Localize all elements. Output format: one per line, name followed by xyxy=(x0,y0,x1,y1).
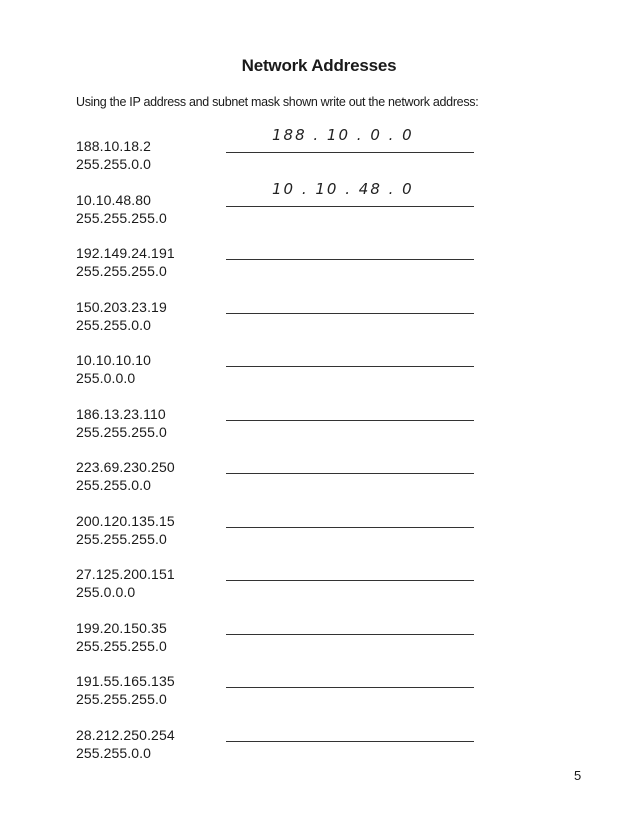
subnet-mask: 255.255.0.0 xyxy=(76,156,152,172)
answer-line[interactable] xyxy=(226,259,474,260)
list-item xyxy=(76,459,496,513)
subnet-mask: 255.0.0.0 xyxy=(76,584,136,600)
list-item xyxy=(76,673,496,727)
ip-address: 199.20.150.35 xyxy=(76,619,167,636)
page-title: Network Addresses xyxy=(241,56,397,75)
list-item xyxy=(76,566,496,620)
ip-address: 191.55.165.135 xyxy=(76,673,175,689)
ip-address: 186.13.23.110 xyxy=(76,405,166,422)
answer-line[interactable] xyxy=(226,634,474,635)
ip-address: 28.212.250.254 xyxy=(76,726,175,743)
list-item xyxy=(76,299,496,353)
answer-line[interactable] xyxy=(226,687,474,688)
ip-address: 223.69.230.250 xyxy=(76,459,175,475)
subnet-mask: 255.255.255.0 xyxy=(76,637,167,654)
answer-line[interactable] xyxy=(226,741,474,742)
answer-line[interactable] xyxy=(226,152,474,153)
ip-address: 188.10.18.2 xyxy=(76,138,152,154)
ip-address: 150.203.23.19 xyxy=(76,298,167,315)
list-item xyxy=(76,513,496,567)
ip-address: 10.10.48.80 xyxy=(76,191,152,208)
answer-line[interactable] xyxy=(226,580,474,581)
ip-address: 27.125.200.151 xyxy=(76,566,175,582)
list-item xyxy=(76,727,496,781)
instructions-text: Using the IP address and subnet mask shown write out the network address: xyxy=(76,95,479,109)
ip-address: 200.120.135.15 xyxy=(76,512,175,529)
page-number: 5 xyxy=(574,768,582,783)
ip-address: 10.10.10.10 xyxy=(76,352,152,368)
answer-line[interactable] xyxy=(226,366,474,367)
list-item xyxy=(76,245,496,299)
ip-address: 192.149.24.191 xyxy=(76,245,175,261)
subnet-mask: 255.255.0.0 xyxy=(76,477,152,493)
handwritten-answer: 10 . 10 . 48 . 0 xyxy=(272,179,414,198)
subnet-mask: 255.255.255.0 xyxy=(76,530,167,547)
answer-line[interactable] xyxy=(226,473,474,474)
list-item xyxy=(76,406,496,460)
subnet-mask: 255.255.255.0 xyxy=(76,691,167,707)
subnet-mask: 255.0.0.0 xyxy=(76,370,136,386)
handwritten-answer: 188 . 10 . 0 . 0 xyxy=(272,126,414,144)
address-list xyxy=(76,126,496,780)
subnet-mask: 255.255.255.0 xyxy=(76,423,167,440)
answer-line[interactable] xyxy=(226,420,474,421)
answer-line[interactable] xyxy=(226,527,474,528)
list-item xyxy=(76,620,496,674)
answer-line[interactable] xyxy=(226,313,474,314)
subnet-mask: 255.255.0.0 xyxy=(76,744,152,761)
list-item xyxy=(76,179,496,246)
subnet-mask: 255.255.255.0 xyxy=(76,209,167,226)
subnet-mask: 255.255.0.0 xyxy=(76,316,152,333)
answer-line[interactable] xyxy=(226,206,474,207)
list-item xyxy=(76,352,496,406)
subnet-mask: 255.255.255.0 xyxy=(76,263,167,279)
